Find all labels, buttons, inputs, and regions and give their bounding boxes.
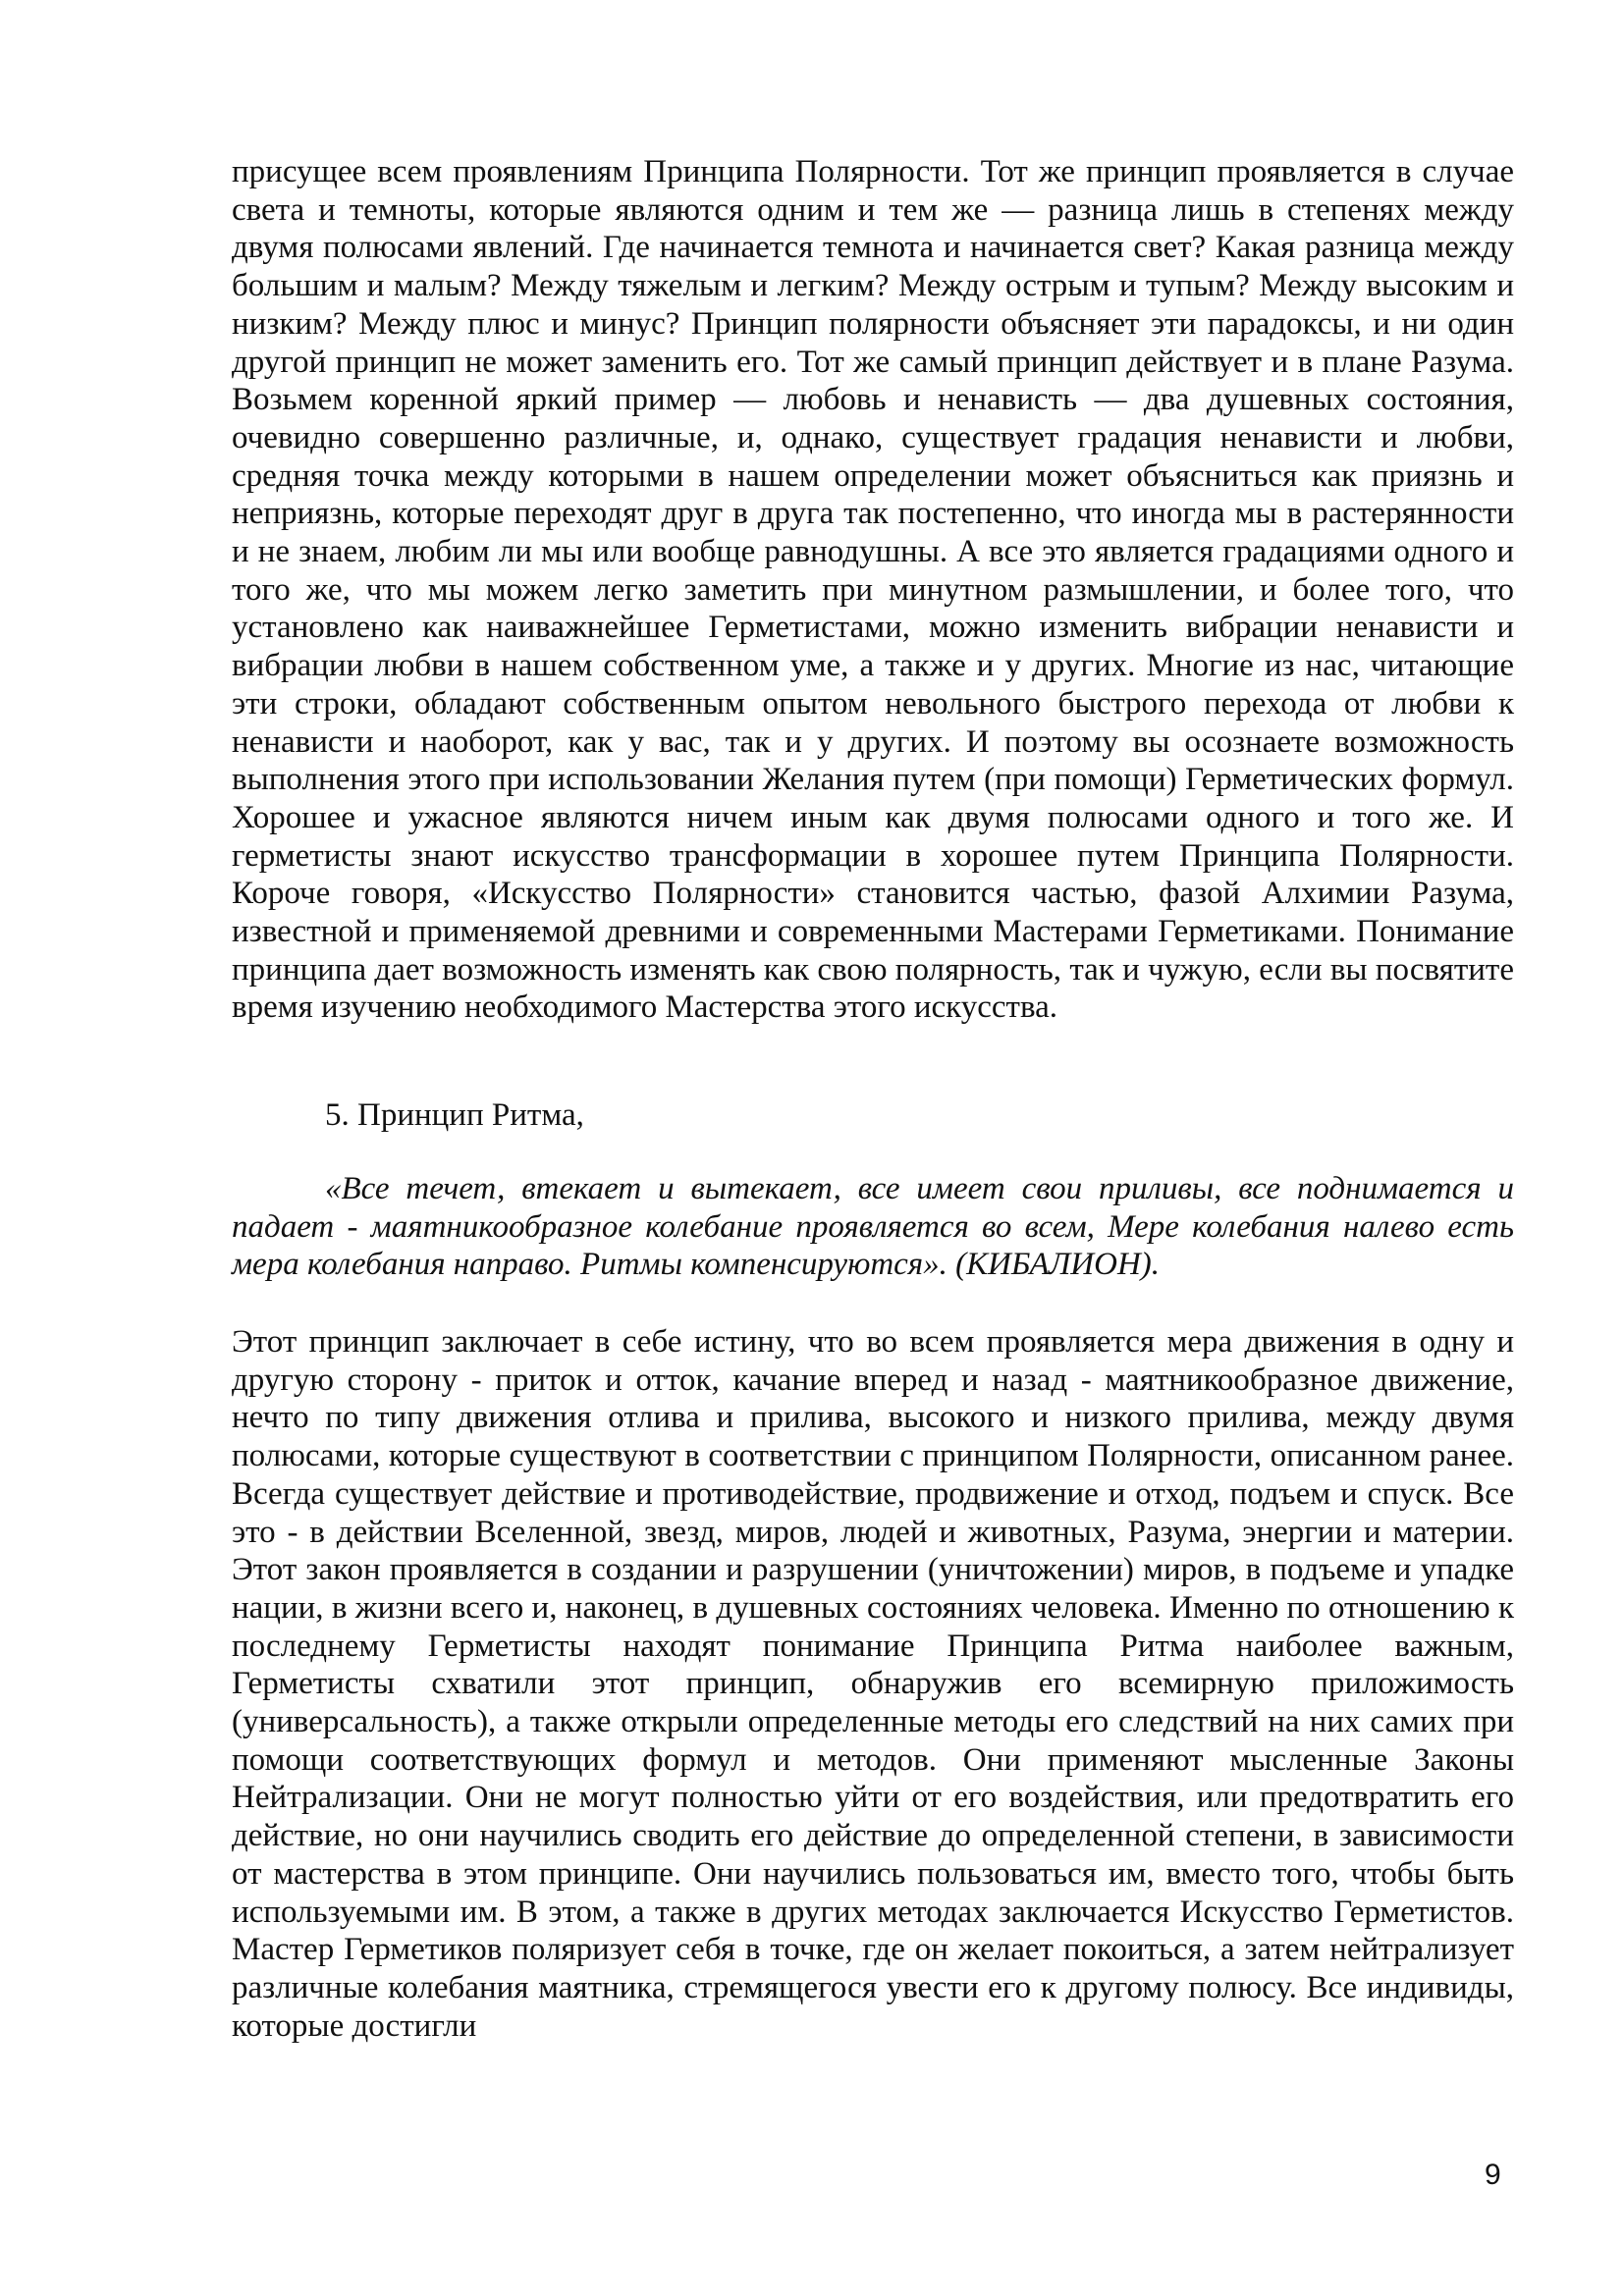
- body-paragraph-rhythm: Этот принцип заключает в себе истину, что во всем проявляется мера движения в одну и другую сторону - приток и отток, качание вперед и назад - маятникообразное движение, нечто по типу движения отлива и прилива, высокого и низкого прилива, между двумя полюсами, которые существуют в соответствии с принципом Полярности, описанном ранее. Всегда существует действие и противодействие, продвижение и отход, подъем и спуск. Все это - в действии Вселенной, звезд, миров, людей и животных, Разума, энергии и материи. Этот закон проявляется в создании и разрушении (уничтожении) миров, в подъеме и упадке нации, в жизни всего и, наконец, в душевных состояниях человека. Именно по отношению к последнему Герметисты находят понимание Принципа Ритма наиболее важным, Герметисты схватили этот принцип, обнаружив его всемирную приложимость (универсальность), а также открыли определенные методы его следствий на них самих при помощи соответствующих формул и методов. Они применяют мысленные Законы Нейтрализации. Они не могут полностью уйти от его воздействия, или предотвратить его действие, но они научились сводить его действие до определенной степени, в зависимости от мастерства в этом принципе. Они научились пользоваться им, вместо того, чтобы быть используемыми им. В этом, а также в других методах заключается Искусство Герметистов. Мастер Герметиков поляризует себя в точке, где он желает покоиться, а затем нейтрализует различные колебания маятника, стремящегося увести его к другому полюсу. Все индивиды, которые достигли: [232, 1324, 1514, 2044]
- kybalion-quote: «Все течет, втекает и вытекает, все имеет свои приливы, все поднимается и падает - маятникообразное колебание проявляется во всем, Мере колебания налево есть мера колебания направо. Ритмы компенсируются». (КИБАЛИОН).: [232, 1171, 1514, 1283]
- section-heading-rhythm: 5. Принцип Ритма,: [325, 1097, 584, 1133]
- body-paragraph-polarity: присущее всем проявлениям Принципа Полярности. Тот же принцип проявляется в случае света и темноты, которые являются одним и тем же — разница лишь в степенях между двумя полюсами явлений. Где начинается темнота и начинается свет? Какая разница между большим и малым? Между тяжелым и легким? Между острым и тупым? Между высоким и низким? Между плюс и минус? Принцип полярности объясняет эти парадоксы, и ни один другой принцип не может заменить его. Тот же самый принцип действует и в плане Разума. Возьмем коренной яркий пример — любовь и ненависть — два душевных состояния, очевидно совершенно различные, и, однако, существует градация ненависти и любви, средняя точка между которыми в нашем определении может объясниться как приязнь и неприязнь, которые переходят друг в друга так постепенно, что иногда мы в растерянности и не знаем, любим ли мы или вообще равнодушны. А все это является градациями одного и того же, что мы можем легко заметить при минутном размышлении, и более того, что установлено как наиважнейшее Герметистами, можно изменить вибрации ненависти и вибрации любви в нашем собственном уме, а также и у других. Многие из нас, читающие эти строки, обладают собственным опытом невольного быстрого перехода от любви к ненависти и наоборот, как у вас, так и у других. И поэтому вы осознаете возможность выполнения этого при использовании Желания путем (при помощи) Герметических формул. Хорошее и ужасное являются ничем иным как двумя полюсами одного и того же. И герметисты знают искусство трансформации в хорошее путем Принципа Полярности. Короче говоря, «Искусство Полярности» становится частью, фазой Алхимии Разума, известной и применяемой древними и современными Мастерами Герметиками. Понимание принципа дает возможность изменять как свою полярность, так и чужую, если вы посвятите время изучению необходимого Мастерства этого искусства.: [232, 154, 1514, 1026]
- page-number: 9: [1485, 2159, 1501, 2191]
